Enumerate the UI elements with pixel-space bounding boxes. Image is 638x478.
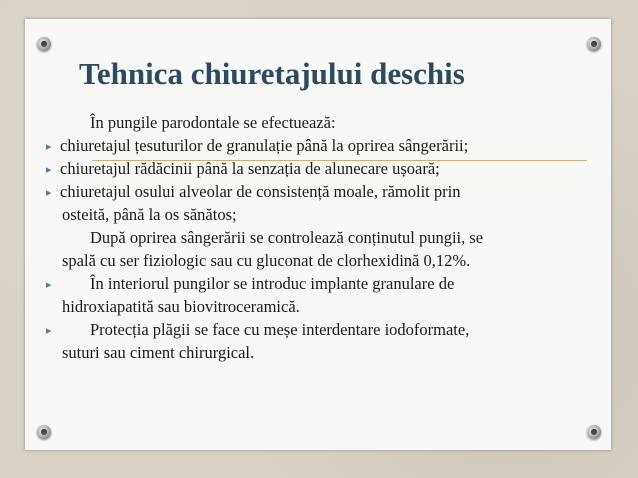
text-line: hidroxiapatită sau biovitroceramică. — [62, 297, 300, 316]
bullet-item: ▸ Protecția plăgii se face cu meșe interdentare iodoformate, — [46, 318, 606, 341]
text-line: spală cu ser fiziologic sau cu gluconat de clorhexidină 0,12%. — [62, 251, 471, 270]
pin-bottom-right-icon — [587, 425, 601, 439]
bullet-icon: ▸ — [46, 141, 52, 153]
text-line: suturi sau ciment chirurgical. — [62, 343, 255, 362]
text-line: osteită, până la os sănătos; — [62, 205, 237, 224]
bullet-icon: ▸ — [46, 164, 52, 176]
pin-bottom-left-icon — [37, 425, 51, 439]
bullet-icon: ▸ — [46, 187, 52, 199]
bullet-icon: ▸ — [46, 325, 52, 337]
pin-top-left-icon — [37, 37, 51, 51]
page-title: Tehnica chiuretajului deschis — [79, 56, 465, 91]
bullet-item: ▸ chiuretajul osului alveolar de consistență moale, rămolit prin — [46, 180, 606, 203]
bullet-icon: ▸ — [46, 279, 52, 291]
bullet-item: ▸ chiuretajul țesuturilor de granulație până la oprirea sângerării; — [46, 134, 606, 157]
bullet-item: ▸ chiuretajul rădăcinii până la senzația de alunecare ușoară; — [46, 157, 606, 180]
bullet-item: ▸ În interiorul pungilor se introduc implante granulare de — [46, 272, 606, 295]
text-line: În pungile parodontale se efectuează: — [90, 113, 336, 132]
pin-top-right-icon — [587, 37, 601, 51]
slide-body — [46, 111, 606, 364]
text-line: După oprirea sângerării se controlează conținutul pungii, se — [90, 228, 484, 247]
